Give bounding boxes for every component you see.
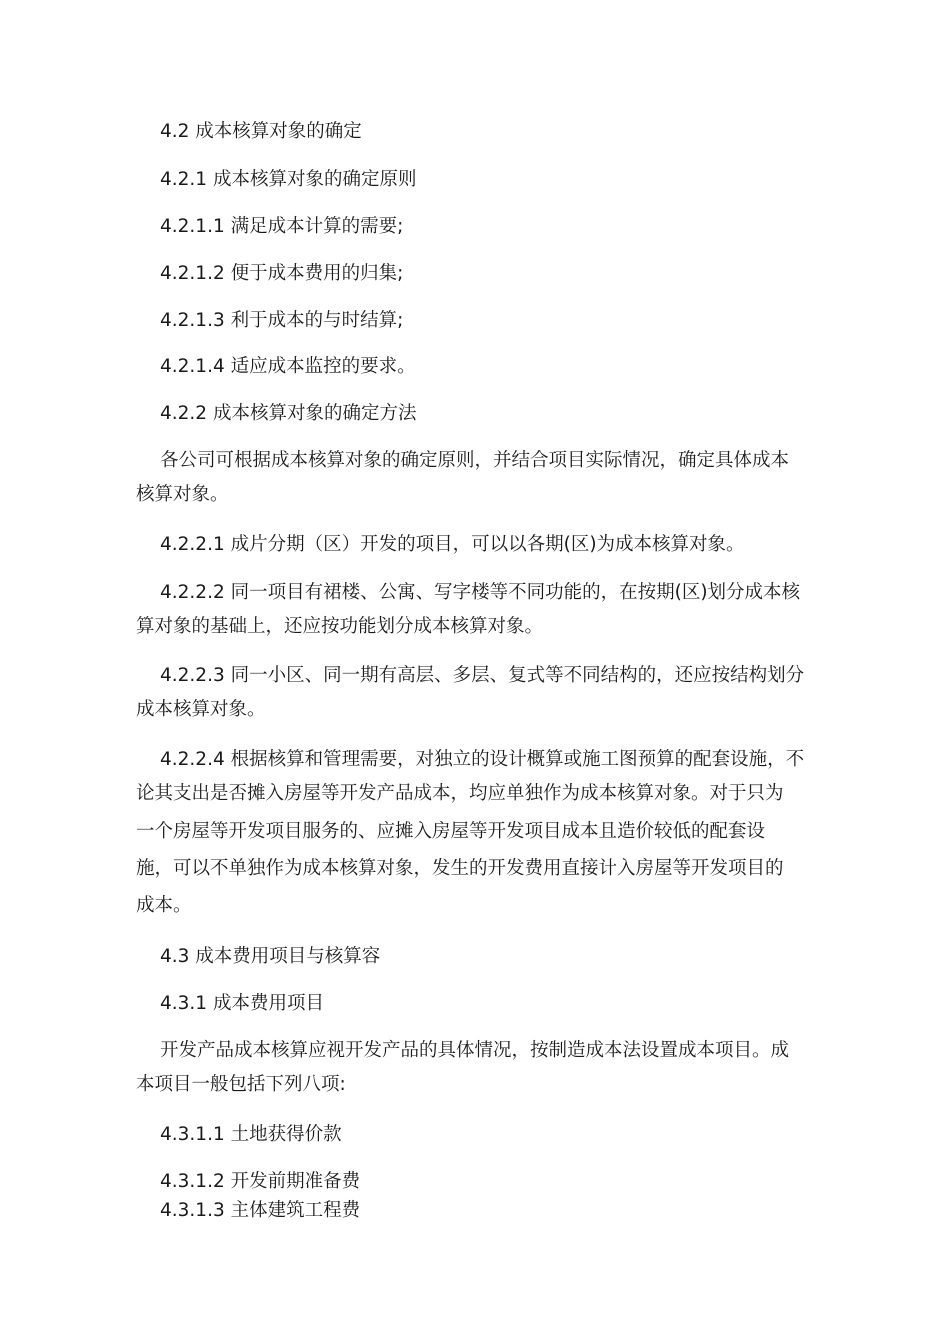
item-4-2-1-2: 4.2.1.2 便于成本费用的归集; (160, 263, 404, 284)
item-4-2-2-4: 4.2.2.4 根据核算和管理需要，对独立的设计概算或施工图预算的配套设施，不 (160, 749, 805, 770)
item-4-2-1-1: 4.2.1.1 满足成本计算的需要; (160, 216, 404, 237)
item-4-3-1-1: 4.3.1.1 土地获得价款 (160, 1124, 342, 1145)
item-4-3-1-2: 4.3.1.2 开发前期准备费 (160, 1171, 361, 1192)
heading-4-3: 4.3 成本费用项目与核算容 (160, 946, 381, 967)
paragraph-line: 成本。 (136, 895, 192, 916)
heading-4-2-1: 4.2.1 成本核算对象的确定原则 (160, 169, 417, 190)
paragraph-line: 算对象的基础上，还应按功能划分成本核算对象。 (136, 616, 544, 637)
paragraph-line: 开发产品成本核算应视开发产品的具体情况，按制造成本法设置成本项目。成 (160, 1040, 790, 1061)
paragraph-line: 本项目一般包括下列八项: (136, 1074, 346, 1095)
item-4-2-2-2: 4.2.2.2 同一项目有裙楼、公寓、写字楼等不同功能的，在按期(区)划分成本核 (160, 582, 801, 603)
paragraph-line: 论其支出是否摊入房屋等开发产品成本，均应单独作为成本核算对象。对于只为 (136, 783, 784, 804)
heading-4-2: 4.2 成本核算对象的确定 (160, 121, 362, 142)
paragraph-line: 核算对象。 (136, 484, 229, 505)
paragraph-line: 一个房屋等开发项目服务的、应摊入房屋等开发项目成本且造价较低的配套设 (136, 821, 766, 842)
heading-4-2-2: 4.2.2 成本核算对象的确定方法 (160, 403, 417, 424)
paragraph-line: 成本核算对象。 (136, 699, 266, 720)
item-4-3-1-3: 4.3.1.3 主体建筑工程费 (160, 1200, 361, 1221)
item-4-2-2-1: 4.2.2.1 成片分期（区）开发的项目，可以以各期(区)为成本核算对象。 (160, 534, 745, 555)
paragraph-line: 各公司可根据成本核算对象的确定原则，并结合项目实际情况，确定具体成本 (160, 450, 790, 471)
item-4-2-1-3: 4.2.1.3 利于成本的与时结算; (160, 310, 404, 331)
item-4-2-1-4: 4.2.1.4 适应成本监控的要求。 (160, 356, 416, 377)
item-4-2-2-3: 4.2.2.3 同一小区、同一期有高层、多层、复式等不同结构的，还应按结构划分 (160, 665, 805, 686)
paragraph-line: 施，可以不单独作为成本核算对象，发生的开发费用直接计入房屋等开发项目的 (136, 858, 784, 879)
heading-4-3-1: 4.3.1 成本费用项目 (160, 993, 324, 1014)
